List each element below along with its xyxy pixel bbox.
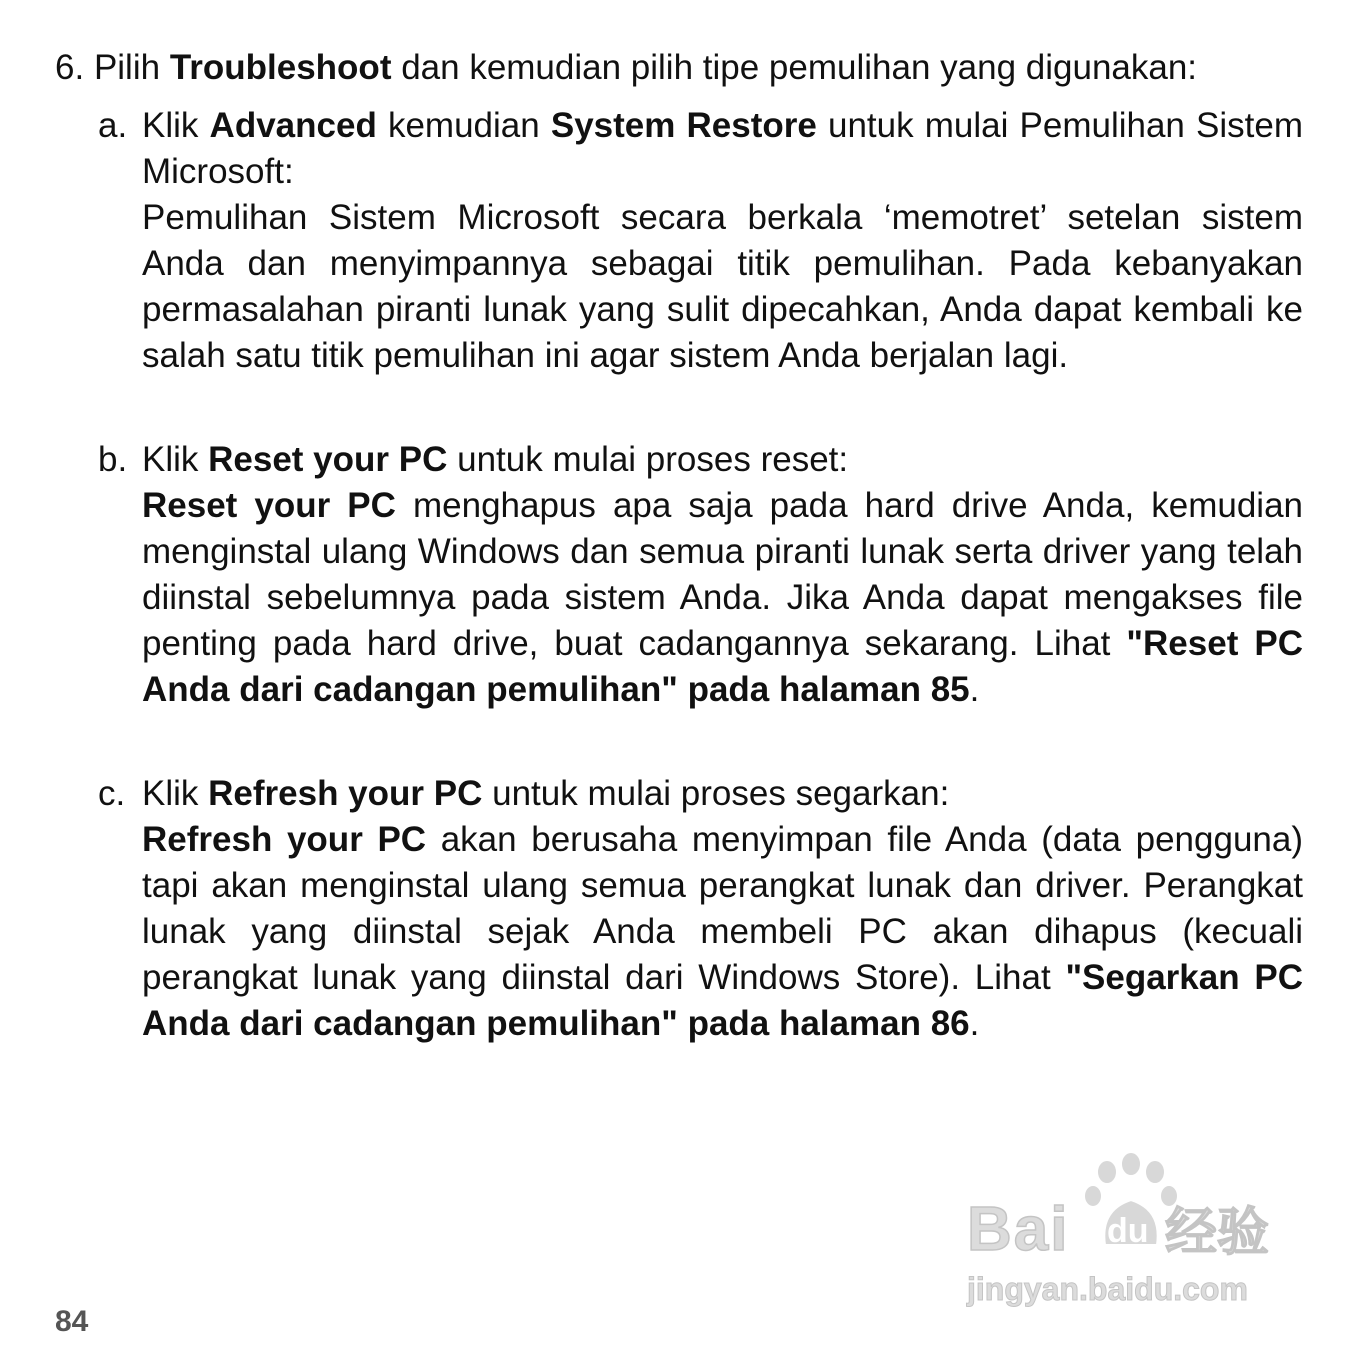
text: untuk mulai proses reset: xyxy=(447,440,849,479)
text: menghapus apa saja pada hard drive Anda, kemudian menginstal ulang Windows dan semua piranti lunak serta driver yang telah diinstal sebelumnya pada sistem Anda. Jika Anda dapat mengakses file penting pada hard drive, buat cadangannya sekarang. Lihat xyxy=(142,486,1303,663)
page-number: 84 xyxy=(55,1305,89,1338)
item-marker: a. xyxy=(98,106,128,145)
item-heading xyxy=(142,771,1303,817)
cross-reference: "Reset PC Anda dari cadangan pemulihan" pada halaman 85 xyxy=(142,624,1303,709)
item-marker: c. xyxy=(98,774,126,813)
text: . xyxy=(969,670,980,709)
baidu-jingyan-watermark xyxy=(955,1150,1285,1320)
step-text: Pilih xyxy=(93,48,170,87)
item-b xyxy=(98,437,1303,713)
text: kemudian xyxy=(376,106,551,145)
item-description xyxy=(142,817,1303,1047)
item-marker: b. xyxy=(98,440,128,479)
item-body xyxy=(142,771,1303,1047)
item-heading xyxy=(142,103,1303,195)
step-6 xyxy=(55,45,1315,91)
keyword: Reset your PC xyxy=(208,440,448,479)
item-description: Pemulihan Sistem Microsoft secara berkala ‘memotret’ setelan sistem Anda dan menyimpannya sebagai titik pemulihan. Pada kebanyakan permasalahan piranti lunak yang sulit dipecahkan, Anda dapat kembali ke salah satu titik pemulihan ini agar sistem Anda berjalan lagi. xyxy=(142,198,1303,375)
keyword: System Restore xyxy=(550,106,817,145)
item-body xyxy=(142,103,1303,379)
text: Klik xyxy=(142,774,209,813)
keyword: Reset your PC xyxy=(142,486,396,525)
step-number: 6. xyxy=(55,48,85,87)
keyword: Refresh your PC xyxy=(208,774,483,813)
item-description xyxy=(142,483,1303,713)
svg-text:du: du xyxy=(1107,1212,1149,1250)
text: akan berusaha menyimpan file Anda (data pengguna) tapi akan menginstal ulang semua perangkat lunak dan driver. Perangkat lunak yang diinstal sejak Anda membeli PC akan dihapus (kecuali perangkat lunak yang diinstal dari Windows Store). Lihat xyxy=(142,820,1303,997)
svg-text:经验: 经验 xyxy=(1165,1203,1270,1263)
step-keyword: Troubleshoot xyxy=(169,48,392,87)
svg-text:jingyan.baidu.com: jingyan.baidu.com xyxy=(967,1271,1248,1307)
text: Klik xyxy=(142,106,210,145)
text: untuk mulai proses segarkan: xyxy=(482,774,950,813)
cross-reference: "Segarkan PC Anda dari cadangan pemulihan" pada halaman 86 xyxy=(142,958,1303,1043)
keyword: Advanced xyxy=(209,106,377,145)
keyword: Refresh your PC xyxy=(142,820,427,859)
step-text-2: dan kemudian pilih tipe pemulihan yang digunakan: xyxy=(391,48,1198,87)
item-body xyxy=(142,437,1303,713)
item-heading xyxy=(142,437,1303,483)
svg-text:Bai: Bai xyxy=(967,1195,1070,1264)
item-a xyxy=(98,103,1303,379)
text: Klik xyxy=(142,440,209,479)
text: . xyxy=(969,1004,980,1043)
text: untuk mulai Pemulihan Sistem Microsoft: xyxy=(142,106,1303,191)
item-c xyxy=(98,771,1303,1047)
